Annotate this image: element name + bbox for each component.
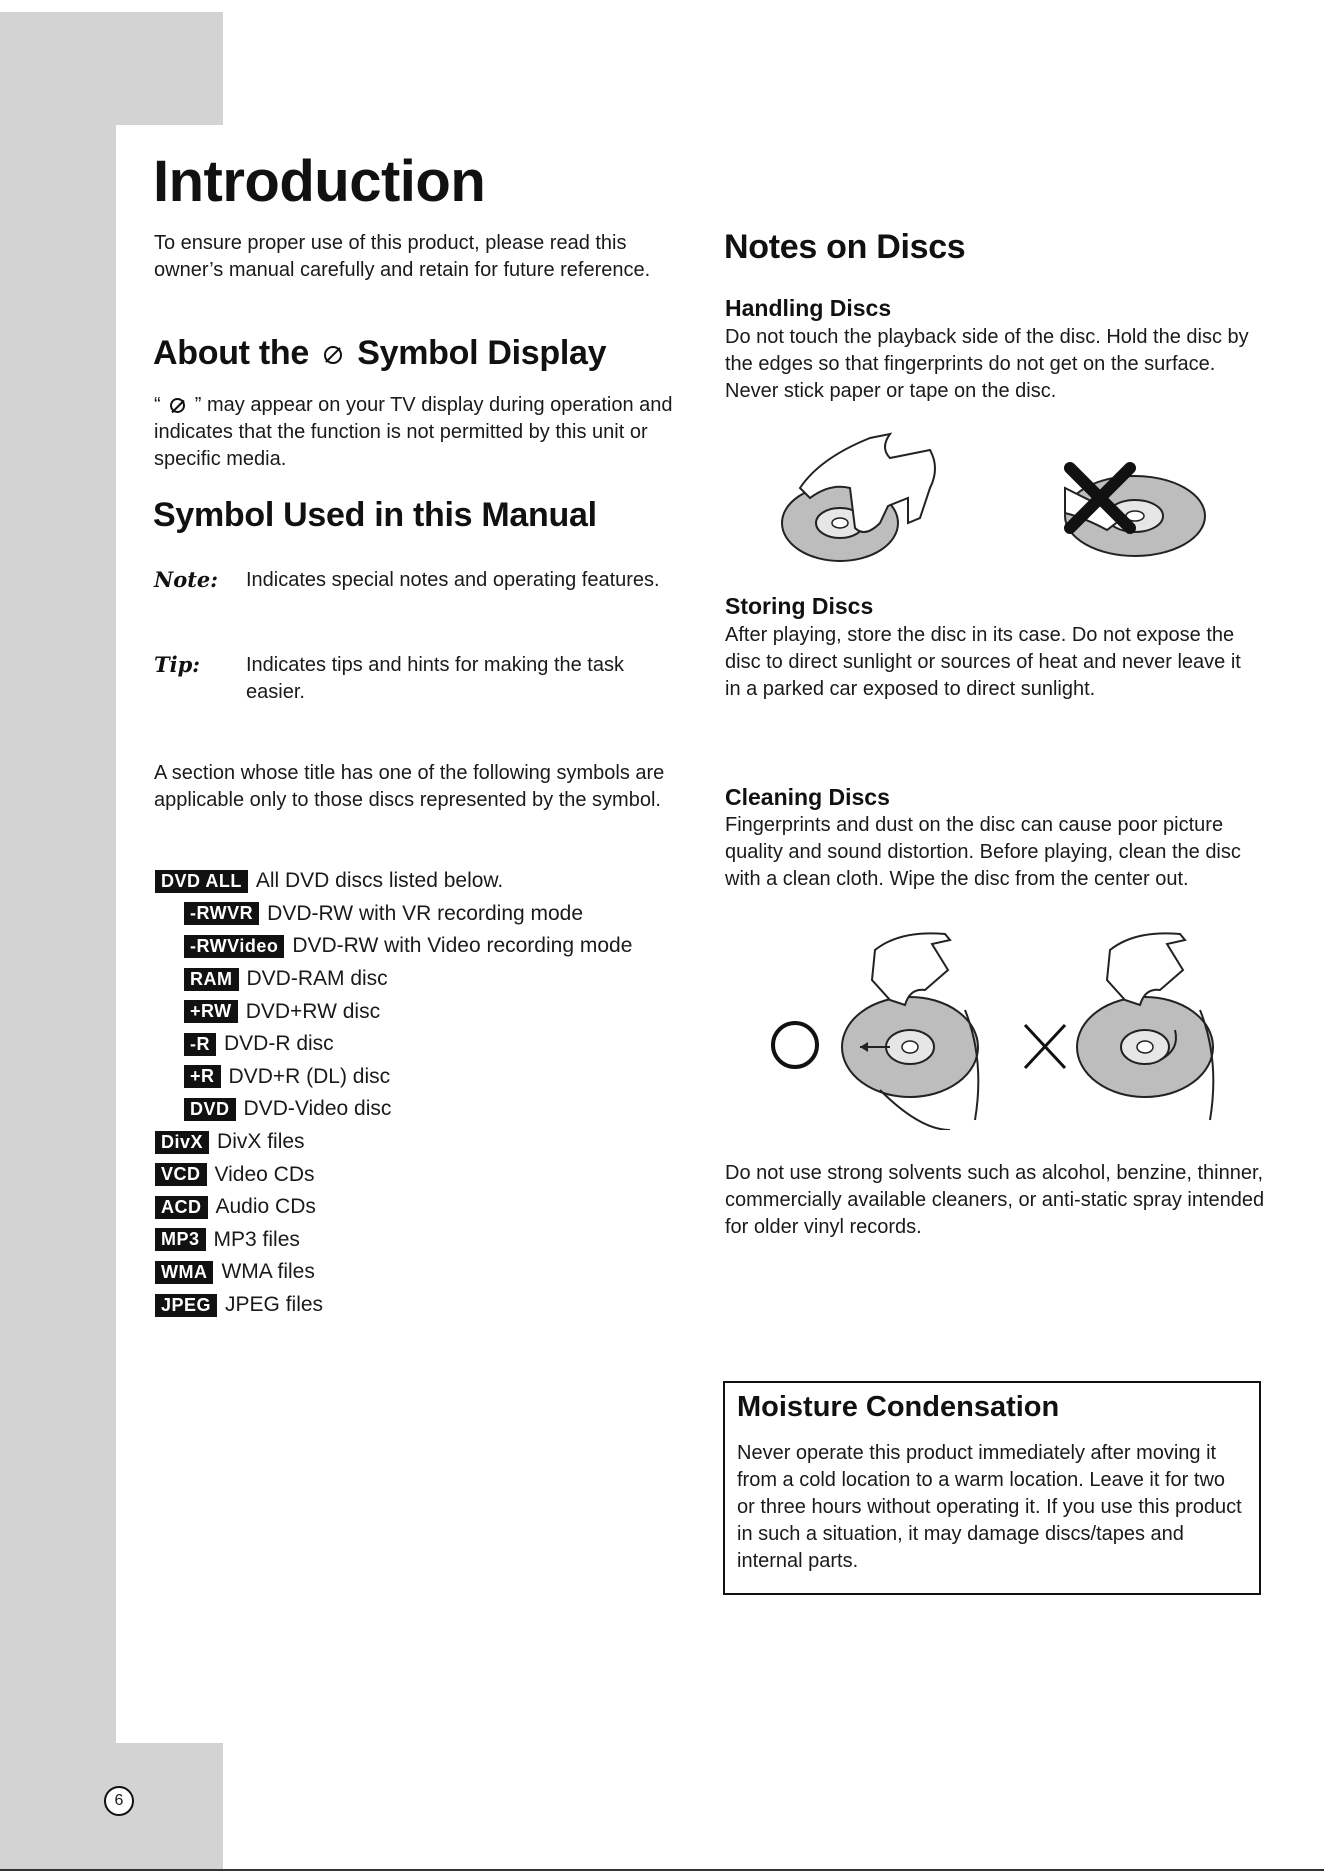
disc-type-label: DVD+R (DL) disc	[228, 1064, 391, 1088]
disc-type-label: DVD-Video disc	[243, 1097, 392, 1121]
notes-on-discs-heading: Notes on Discs	[724, 228, 966, 266]
page-title: Introduction	[153, 149, 486, 214]
cleaning-warning-text: Do not use strong solvents such as alcohol, benzine, thinner, commercially available cleaners, or anti-static spray intended for older vinyl records.	[725, 1162, 1265, 1238]
disc-type-item	[155, 930, 715, 963]
about-symbol-heading-end: Symbol Display	[357, 334, 607, 372]
disc-type-badge: -RWVideo	[184, 935, 284, 958]
incorrect-disc-handling-illustration	[1045, 458, 1225, 568]
cleaning-text: Fingerprints and dust on the disc can cause poor picture quality and sound distortion. Before playing, clean the disc with a clean cloth. Wipe the disc from the center out.	[725, 814, 1241, 890]
open-quote: “	[154, 394, 161, 416]
moisture-text: Never operate this product immediately after moving it from a cold location to a warm location. Leave it for two or three hours without operating it. If you use this product in such a situation, it may damage discs/tapes and internal parts.	[737, 1442, 1242, 1572]
note-row	[154, 567, 684, 594]
disc-type-badge: -R	[184, 1033, 216, 1056]
disc-type-label: DVD+RW disc	[245, 999, 381, 1023]
disc-type-item	[155, 1028, 715, 1061]
disc-type-badge: +RW	[184, 1000, 238, 1023]
correct-cleaning-figure	[773, 933, 978, 1130]
disc-type-badge: VCD	[155, 1163, 207, 1186]
disc-type-item	[155, 1158, 715, 1191]
disc-type-badge: DVD	[184, 1098, 236, 1121]
bottom-rule	[0, 1869, 1324, 1871]
incorrect-cleaning-figure	[1025, 933, 1213, 1120]
disc-type-badge: DivX	[155, 1131, 209, 1154]
disc-type-badge: MP3	[155, 1228, 206, 1251]
tip-row	[154, 652, 684, 706]
disc-type-label: Audio CDs	[215, 1195, 316, 1219]
disc-type-label: JPEG files	[225, 1293, 324, 1317]
disc-type-badge: RAM	[184, 968, 239, 991]
tip-text: Indicates tips and hints for making the task easier.	[246, 654, 624, 703]
disc-type-label: DVD-R disc	[224, 1032, 334, 1056]
disc-type-item	[155, 963, 715, 996]
side-band-top-tab	[116, 12, 223, 125]
disc-type-item	[155, 1126, 715, 1159]
prohibited-symbol-icon	[324, 346, 342, 364]
about-symbol-heading	[153, 334, 713, 373]
disc-type-item	[155, 995, 715, 1028]
disc-type-item	[155, 1256, 715, 1289]
disc-type-badge: DVD ALL	[155, 870, 248, 893]
storing-text: After playing, store the disc in its case. Do not expose the disc to direct sunlight or sources of heat and never leave it in a parked car exposed to direct sunlight.	[725, 624, 1241, 700]
handling-heading: Handling Discs	[725, 295, 892, 321]
disc-type-label: DVD-RW with VR recording mode	[267, 901, 584, 925]
correct-disc-handling-illustration	[780, 428, 950, 568]
disc-type-label: MP3 files	[213, 1227, 300, 1251]
disc-type-badge: +R	[184, 1065, 221, 1088]
disc-type-item	[155, 1061, 715, 1094]
page-number: 6	[104, 1786, 134, 1816]
disc-type-label: DVD-RW with Video recording mode	[292, 934, 633, 958]
about-symbol-text	[154, 392, 694, 473]
disc-type-label: WMA files	[221, 1260, 315, 1284]
handling-text: Do not touch the playback side of the disc. Hold the disc by the edges so that fingerprints do not get on the surface. Never stick paper or tape on the disc.	[725, 326, 1249, 402]
note-text: Indicates special notes and operating features.	[246, 569, 660, 591]
disc-type-badge: JPEG	[155, 1294, 217, 1317]
disc-type-label: All DVD discs listed below.	[255, 869, 504, 893]
disc-type-badge: -RWVR	[184, 902, 259, 925]
disc-type-item	[155, 1224, 715, 1257]
note-label: Note:	[154, 567, 219, 592]
disc-type-list	[155, 865, 715, 1321]
disc-type-item	[155, 1289, 715, 1322]
tip-label: Tip:	[154, 652, 201, 677]
side-band	[0, 12, 116, 1870]
about-symbol-heading-start: About the	[153, 334, 309, 372]
disc-type-label: DivX files	[217, 1130, 305, 1154]
prohibited-symbol-icon	[170, 398, 185, 413]
about-symbol-description: ” may appear on your TV display during operation and indicates that the function is not permitted by this unit or specific media.	[154, 394, 673, 470]
intro-text: To ensure proper use of this product, please read this owner’s manual carefully and retain for future reference.	[154, 232, 651, 281]
disc-type-item	[155, 1191, 715, 1224]
disc-type-item	[155, 865, 715, 898]
disc-type-label: DVD-RAM disc	[246, 967, 388, 991]
moisture-condensation-box	[723, 1381, 1261, 1595]
symbols-used-heading: Symbol Used in this Manual	[153, 496, 597, 534]
disc-type-item	[155, 1093, 715, 1126]
moisture-heading: Moisture Condensation	[737, 1391, 1060, 1423]
disc-type-label: Video CDs	[214, 1162, 315, 1186]
disc-type-badge: WMA	[155, 1261, 213, 1284]
disc-type-item	[155, 898, 715, 931]
cleaning-heading: Cleaning Discs	[725, 784, 890, 810]
disc-type-badge: ACD	[155, 1196, 208, 1219]
storing-heading: Storing Discs	[725, 593, 874, 619]
section-symbols-text: A section whose title has one of the following symbols are applicable only to those discs represented by the symbol.	[154, 762, 665, 811]
disc-cleaning-illustration	[760, 930, 1220, 1130]
